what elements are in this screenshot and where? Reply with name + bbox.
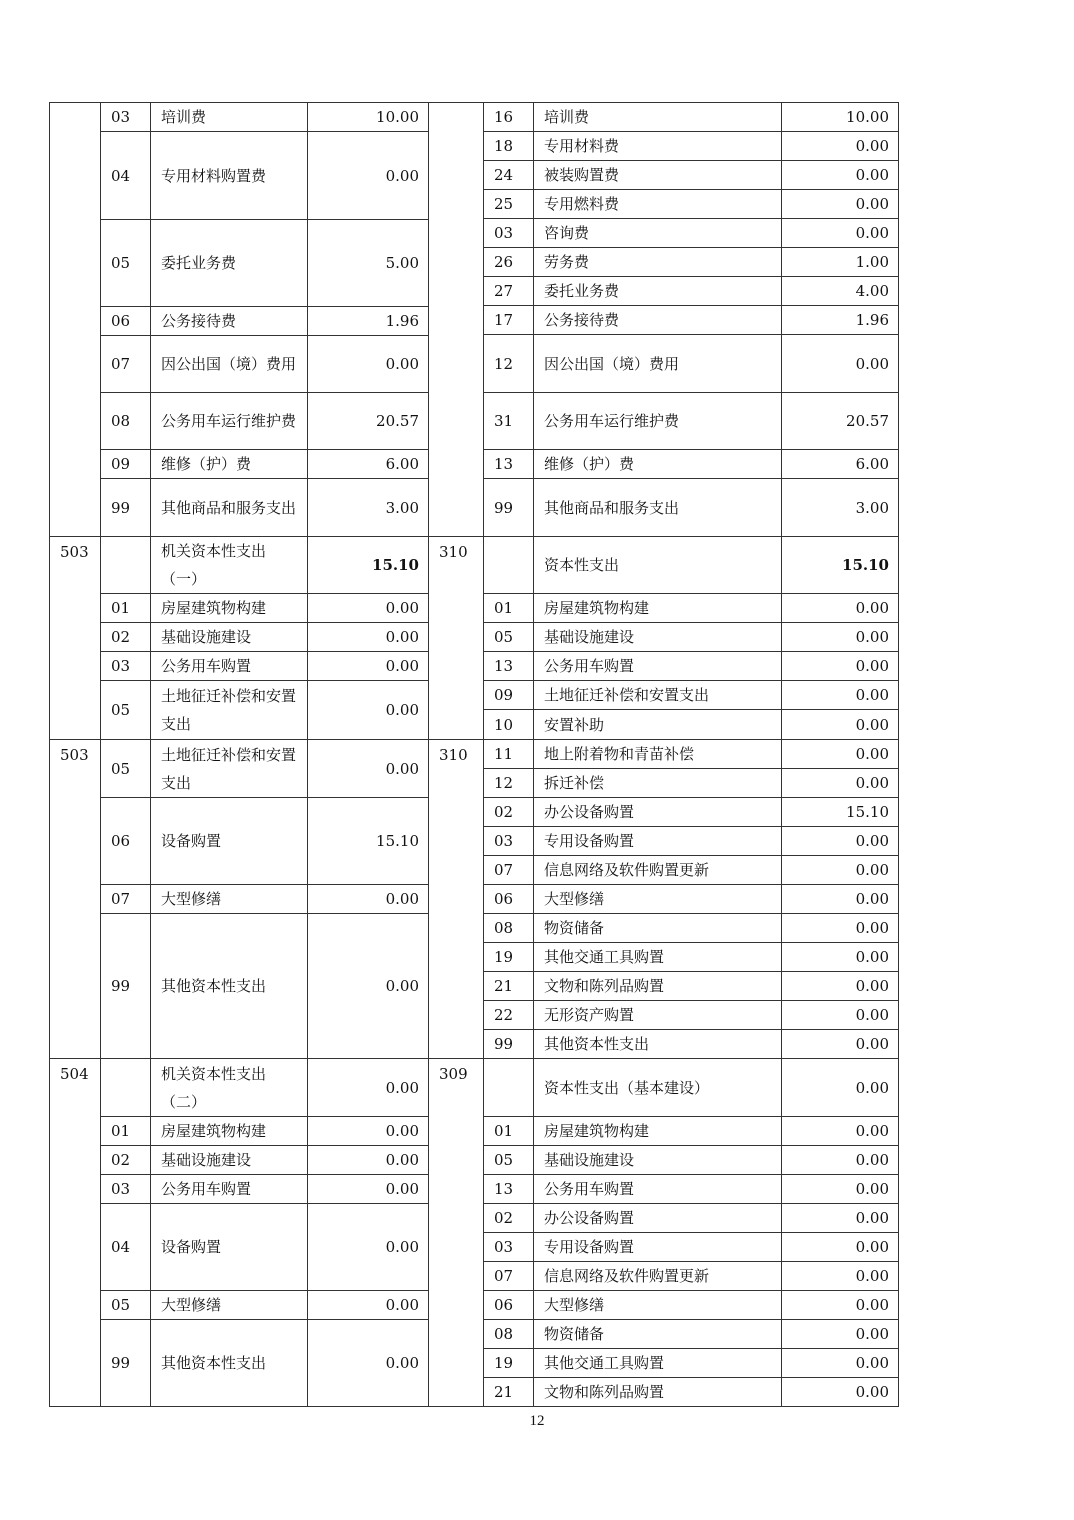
item-amount: 0.00 bbox=[855, 948, 889, 966]
table-rule bbox=[483, 797, 899, 798]
item-amount: 0.00 bbox=[855, 1325, 889, 1343]
table-rule bbox=[49, 102, 101, 103]
item-amount: 0.00 bbox=[855, 1383, 889, 1401]
item-amount: 0.00 bbox=[855, 1151, 889, 1169]
item-code: 13 bbox=[494, 1180, 514, 1198]
item-amount: 3.00 bbox=[385, 498, 419, 517]
item-code: 01 bbox=[494, 599, 514, 617]
item-name: 土地征迁补偿和安置支出 bbox=[161, 745, 297, 792]
item-name: 房屋建筑物构建 bbox=[161, 1122, 267, 1140]
item-code: 13 bbox=[494, 455, 514, 473]
item-name: 文物和陈列品购置 bbox=[544, 977, 665, 995]
item-name: 维修（护）费 bbox=[161, 455, 252, 473]
item-amount: 0.00 bbox=[855, 224, 889, 242]
item-code: 05 bbox=[494, 1151, 514, 1169]
item-amount: 1.96 bbox=[385, 312, 419, 330]
item-amount: 0.00 bbox=[385, 657, 419, 675]
item-name: 维修（护）费 bbox=[544, 455, 635, 473]
item-amount: 0.00 bbox=[385, 628, 419, 646]
table-rule bbox=[483, 218, 899, 219]
item-name: 拆迁补偿 bbox=[544, 774, 605, 792]
table-rule bbox=[483, 334, 899, 335]
table-rule bbox=[483, 884, 899, 885]
table-rule bbox=[49, 1406, 429, 1407]
item-name: 委托业务费 bbox=[544, 282, 620, 300]
item-name: 公务用车运行维护费 bbox=[161, 412, 297, 430]
item-amount: 0.00 bbox=[855, 1238, 889, 1256]
class-code: 504 bbox=[60, 1065, 89, 1083]
item-name: 土地征迁补偿和安置支出 bbox=[544, 686, 710, 704]
item-amount: 0.00 bbox=[855, 861, 889, 879]
table-rule bbox=[483, 1058, 899, 1059]
item-code: 11 bbox=[494, 745, 514, 763]
item-amount: 0.00 bbox=[855, 1180, 889, 1198]
item-code: 13 bbox=[494, 657, 514, 675]
item-code: 21 bbox=[494, 977, 514, 995]
item-code: 18 bbox=[494, 137, 514, 155]
item-code: 03 bbox=[494, 224, 514, 242]
table-rule bbox=[483, 913, 899, 914]
item-amount: 0.00 bbox=[385, 1180, 419, 1198]
item-code: 17 bbox=[494, 311, 514, 329]
item-name: 基础设施建设 bbox=[161, 628, 252, 646]
item-name: 房屋建筑物构建 bbox=[544, 1122, 650, 1140]
item-amount: 20.57 bbox=[376, 412, 419, 430]
item-code: 07 bbox=[494, 861, 514, 879]
table-rule bbox=[483, 1377, 899, 1378]
item-code: 99 bbox=[111, 977, 131, 995]
table-rule bbox=[483, 131, 899, 132]
item-amount: 10.00 bbox=[376, 108, 419, 126]
item-name: 其他交通工具购置 bbox=[544, 948, 665, 966]
item-name: 咨询费 bbox=[544, 224, 590, 242]
item-amount: 3.00 bbox=[855, 498, 889, 517]
item-name: 房屋建筑物构建 bbox=[161, 599, 267, 617]
item-name: 机关资本性支出（一） bbox=[161, 542, 267, 588]
item-amount: 0.00 bbox=[855, 1006, 889, 1024]
item-name: 物资储备 bbox=[544, 919, 605, 937]
item-name: 办公设备购置 bbox=[544, 803, 635, 821]
item-amount: 0.00 bbox=[385, 1078, 419, 1097]
table-rule bbox=[483, 1290, 899, 1291]
item-name: 地上附着物和青苗补偿 bbox=[544, 745, 695, 763]
item-name: 其他资本性支出 bbox=[161, 977, 267, 995]
table-rule bbox=[49, 739, 101, 740]
item-amount: 0.00 bbox=[855, 686, 889, 704]
table-rule bbox=[483, 942, 899, 943]
expenditure-table bbox=[49, 102, 899, 1407]
item-code: 05 bbox=[494, 628, 514, 646]
table-rule bbox=[483, 1348, 899, 1349]
table-rule bbox=[483, 102, 899, 103]
table-rule bbox=[483, 593, 899, 594]
item-amount: 10.00 bbox=[846, 108, 889, 126]
item-name: 信息网络及软件购置更新 bbox=[544, 861, 710, 879]
table-rule bbox=[483, 536, 899, 537]
table-rule bbox=[483, 709, 899, 710]
item-amount: 0.00 bbox=[855, 354, 889, 373]
item-amount: 6.00 bbox=[855, 455, 889, 473]
table-rule bbox=[483, 739, 899, 740]
item-code: 03 bbox=[494, 832, 514, 850]
item-name: 大型修缮 bbox=[161, 890, 222, 908]
table-rule bbox=[483, 160, 899, 161]
item-code: 06 bbox=[111, 832, 131, 850]
item-name: 公务用车购置 bbox=[161, 1180, 252, 1198]
item-name: 大型修缮 bbox=[544, 890, 605, 908]
table-rule bbox=[483, 1319, 899, 1320]
item-code: 02 bbox=[494, 803, 514, 821]
table-rule bbox=[483, 305, 899, 306]
item-name: 设备购置 bbox=[161, 832, 222, 850]
item-name: 安置补助 bbox=[544, 715, 605, 734]
item-amount: 4.00 bbox=[855, 282, 889, 300]
item-amount: 0.00 bbox=[855, 137, 889, 155]
item-name: 房屋建筑物构建 bbox=[544, 599, 650, 617]
table-rule bbox=[483, 276, 899, 277]
item-code: 03 bbox=[111, 1180, 131, 1198]
item-amount: 0.00 bbox=[855, 628, 889, 646]
item-code: 01 bbox=[494, 1122, 514, 1140]
item-amount: 0.00 bbox=[855, 195, 889, 213]
item-amount: 0.00 bbox=[855, 1078, 889, 1097]
item-name: 基础设施建设 bbox=[544, 628, 635, 646]
table-rule bbox=[150, 102, 151, 1407]
table-rule bbox=[483, 102, 484, 1407]
table-rule bbox=[533, 102, 534, 1407]
item-name: 基础设施建设 bbox=[161, 1151, 252, 1169]
item-code: 06 bbox=[111, 312, 131, 330]
item-code: 09 bbox=[494, 686, 514, 704]
item-amount: 20.57 bbox=[846, 412, 889, 430]
item-code: 08 bbox=[494, 1325, 514, 1343]
item-amount: 0.00 bbox=[855, 715, 889, 734]
item-name: 劳务费 bbox=[544, 253, 590, 271]
item-name: 无形资产购置 bbox=[544, 1006, 635, 1024]
item-name: 设备购置 bbox=[161, 1238, 222, 1256]
table-rule bbox=[483, 1261, 899, 1262]
item-amount: 0.00 bbox=[855, 599, 889, 617]
table-rule bbox=[483, 449, 899, 450]
table-rule bbox=[483, 1000, 899, 1001]
item-name: 其他资本性支出 bbox=[544, 1035, 650, 1053]
item-name: 委托业务费 bbox=[161, 254, 237, 272]
table-rule bbox=[428, 739, 484, 740]
item-code: 25 bbox=[494, 195, 514, 213]
table-rule bbox=[483, 478, 899, 479]
item-code: 10 bbox=[494, 715, 514, 734]
class-code: 503 bbox=[60, 543, 89, 561]
item-code: 01 bbox=[111, 1122, 131, 1140]
page-number: 12 bbox=[529, 1413, 545, 1429]
table-rule bbox=[781, 102, 782, 1407]
table-rule bbox=[483, 1116, 899, 1117]
item-name: 公务用车购置 bbox=[161, 657, 252, 675]
item-name: 资本性支出 bbox=[544, 556, 620, 574]
item-name: 被装购置费 bbox=[544, 166, 620, 184]
item-code: 99 bbox=[111, 1354, 131, 1372]
item-code: 03 bbox=[494, 1238, 514, 1256]
item-code: 21 bbox=[494, 1383, 514, 1401]
item-amount: 0.00 bbox=[385, 1296, 419, 1314]
item-code: 03 bbox=[111, 657, 131, 675]
item-amount: 0.00 bbox=[385, 1151, 419, 1169]
item-amount: 15.10 bbox=[846, 803, 889, 821]
table-rule bbox=[428, 102, 484, 103]
table-rule bbox=[483, 1203, 899, 1204]
item-name: 培训费 bbox=[544, 108, 590, 126]
table-rule bbox=[483, 768, 899, 769]
item-code: 12 bbox=[494, 774, 514, 792]
item-code: 08 bbox=[494, 919, 514, 937]
table-rule bbox=[483, 622, 899, 623]
table-rule bbox=[49, 536, 101, 537]
item-name: 公务用车运行维护费 bbox=[544, 412, 680, 430]
table-rule bbox=[428, 536, 484, 537]
item-amount: 0.00 bbox=[385, 1122, 419, 1140]
table-rule bbox=[483, 855, 899, 856]
item-code: 07 bbox=[494, 1267, 514, 1285]
table-rule bbox=[483, 1232, 899, 1233]
table-rule bbox=[483, 680, 899, 681]
table-rule bbox=[483, 189, 899, 190]
table-rule bbox=[483, 247, 899, 248]
item-code: 08 bbox=[111, 412, 131, 430]
table-rule bbox=[483, 1029, 899, 1030]
table-rule bbox=[483, 1145, 899, 1146]
item-code: 19 bbox=[494, 1354, 514, 1372]
item-amount: 0.00 bbox=[385, 1238, 419, 1256]
item-code: 01 bbox=[111, 599, 131, 617]
item-name: 办公设备购置 bbox=[544, 1209, 635, 1227]
item-amount: 0.00 bbox=[855, 1267, 889, 1285]
item-amount: 1.00 bbox=[855, 253, 889, 271]
item-amount: 0.00 bbox=[855, 919, 889, 937]
item-name: 培训费 bbox=[161, 108, 207, 126]
item-code: 99 bbox=[111, 498, 131, 517]
item-code: 24 bbox=[494, 166, 514, 184]
item-code: 04 bbox=[111, 1238, 131, 1256]
item-code: 06 bbox=[494, 1296, 514, 1314]
item-name: 公务接待费 bbox=[544, 311, 620, 329]
item-amount: 0.00 bbox=[385, 1354, 419, 1372]
item-name: 公务用车购置 bbox=[544, 1180, 635, 1198]
item-code: 09 bbox=[111, 455, 131, 473]
item-amount: 0.00 bbox=[855, 890, 889, 908]
item-amount: 0.00 bbox=[855, 832, 889, 850]
item-amount: 0.00 bbox=[855, 977, 889, 995]
item-name: 土地征迁补偿和安置支出 bbox=[161, 687, 297, 733]
item-name: 物资储备 bbox=[544, 1325, 605, 1343]
item-amount: 0.00 bbox=[855, 1354, 889, 1372]
item-amount: 0.00 bbox=[855, 166, 889, 184]
item-code: 19 bbox=[494, 948, 514, 966]
item-code: 99 bbox=[494, 498, 514, 517]
item-name: 基础设施建设 bbox=[544, 1151, 635, 1169]
class-code: 309 bbox=[439, 1065, 468, 1083]
item-name: 公务用车购置 bbox=[544, 657, 635, 675]
item-code: 03 bbox=[111, 108, 131, 126]
item-name: 因公出国（境）费用 bbox=[161, 355, 297, 373]
item-amount: 0.00 bbox=[385, 166, 419, 185]
item-name: 大型修缮 bbox=[544, 1296, 605, 1314]
item-code: 05 bbox=[111, 254, 131, 272]
item-code: 04 bbox=[111, 166, 131, 185]
class-code: 310 bbox=[439, 746, 468, 764]
item-name: 其他商品和服务支出 bbox=[161, 498, 297, 517]
table-rule bbox=[428, 1406, 899, 1407]
item-amount: 0.00 bbox=[855, 745, 889, 763]
item-code: 02 bbox=[111, 628, 131, 646]
item-amount: 5.00 bbox=[385, 254, 419, 272]
class-code: 310 bbox=[439, 543, 468, 561]
table-rule bbox=[49, 102, 50, 1407]
table-rule bbox=[49, 1058, 101, 1059]
item-name: 专用设备购置 bbox=[544, 1238, 635, 1256]
item-code: 02 bbox=[111, 1151, 131, 1169]
item-name: 大型修缮 bbox=[161, 1296, 222, 1314]
item-code: 06 bbox=[494, 890, 514, 908]
table-rule bbox=[428, 1058, 484, 1059]
item-amount: 1.96 bbox=[855, 311, 889, 329]
item-name: 专用设备购置 bbox=[544, 832, 635, 850]
item-amount: 0.00 bbox=[385, 890, 419, 908]
table-rule bbox=[483, 826, 899, 827]
item-amount: 0.00 bbox=[385, 977, 419, 995]
item-code: 31 bbox=[494, 412, 514, 430]
item-amount: 15.10 bbox=[842, 556, 889, 574]
item-name: 其他交通工具购置 bbox=[544, 1354, 665, 1372]
item-amount: 0.00 bbox=[855, 1296, 889, 1314]
item-code: 12 bbox=[494, 354, 514, 373]
table-rule bbox=[483, 651, 899, 652]
item-amount: 0.00 bbox=[855, 1209, 889, 1227]
item-code: 05 bbox=[111, 759, 131, 778]
item-amount: 0.00 bbox=[385, 701, 419, 719]
item-name: 其他商品和服务支出 bbox=[544, 498, 680, 517]
item-amount: 0.00 bbox=[385, 759, 419, 778]
table-rule bbox=[483, 971, 899, 972]
item-code: 16 bbox=[494, 108, 514, 126]
item-code: 05 bbox=[111, 701, 131, 719]
item-code: 22 bbox=[494, 1006, 514, 1024]
item-code: 05 bbox=[111, 1296, 131, 1314]
item-amount: 15.10 bbox=[376, 832, 419, 850]
item-name: 文物和陈列品购置 bbox=[544, 1383, 665, 1401]
item-amount: 15.10 bbox=[372, 556, 419, 574]
item-name: 专用燃料费 bbox=[544, 195, 620, 213]
item-name: 其他资本性支出 bbox=[161, 1354, 267, 1372]
item-code: 27 bbox=[494, 282, 514, 300]
table-rule bbox=[483, 392, 899, 393]
item-code: 02 bbox=[494, 1209, 514, 1227]
item-name: 信息网络及软件购置更新 bbox=[544, 1267, 710, 1285]
item-code: 26 bbox=[494, 253, 514, 271]
item-code: 99 bbox=[494, 1035, 514, 1053]
item-name: 专用材料购置费 bbox=[161, 166, 267, 185]
item-code: 07 bbox=[111, 355, 131, 373]
item-name: 专用材料费 bbox=[544, 137, 620, 155]
item-amount: 0.00 bbox=[855, 774, 889, 792]
item-name: 资本性支出（基本建设） bbox=[544, 1078, 710, 1097]
table-rule bbox=[100, 102, 101, 1407]
item-amount: 0.00 bbox=[385, 599, 419, 617]
item-name: 机关资本性支出（二） bbox=[161, 1064, 267, 1111]
class-code: 503 bbox=[60, 746, 89, 764]
item-amount: 0.00 bbox=[855, 657, 889, 675]
table-rule bbox=[428, 102, 429, 1407]
item-code: 07 bbox=[111, 890, 131, 908]
item-amount: 0.00 bbox=[385, 355, 419, 373]
item-name: 因公出国（境）费用 bbox=[544, 354, 680, 373]
item-amount: 0.00 bbox=[855, 1122, 889, 1140]
table-rule bbox=[898, 102, 899, 1407]
item-amount: 6.00 bbox=[385, 455, 419, 473]
table-rule bbox=[307, 102, 308, 1407]
table-rule bbox=[483, 1174, 899, 1175]
item-name: 公务接待费 bbox=[161, 312, 237, 330]
item-amount: 0.00 bbox=[855, 1035, 889, 1053]
